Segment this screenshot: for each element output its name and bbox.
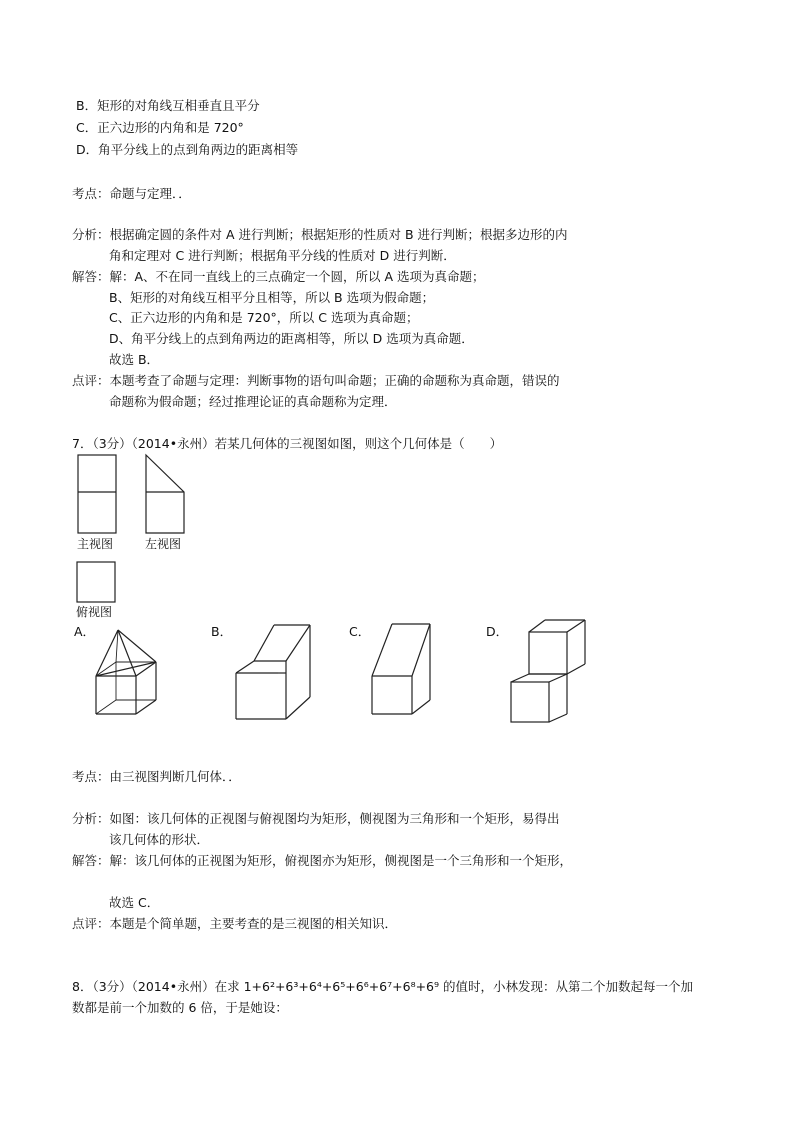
jieda-line-2: B、矩形的对角线互相平分且相等，所以 B 选项为假命题；	[109, 290, 435, 305]
q7-jieda-line-1: 解答：解：该几何体的正视图为矩形，俯视图亦为矩形，侧视图是一个三角形和一个矩形，	[72, 853, 573, 868]
option-b-solid	[226, 617, 326, 723]
jieda-line-4: D、角平分线上的点到角两边的距离相等，所以 D 选项为真命题．	[109, 331, 474, 346]
kaodian: 考点：命题与定理．．	[72, 186, 191, 201]
option-b-label: B．	[211, 624, 233, 639]
option-b: B．矩形的对角线互相垂直且平分	[76, 98, 260, 113]
q8-stem-line-2: 数都是前一个加数的 6 倍，于是她设：	[72, 1000, 288, 1015]
left-view-label: 左视图	[145, 537, 182, 551]
top-view-label: 俯视图	[76, 605, 113, 619]
q7-fenxi-line-1: 分析：如图：该几何体的正视图与俯视图均为矩形，侧视图为三角形和一个矩形，易得出	[72, 811, 560, 826]
q7-fenxi-line-2: 该几何体的形状．	[109, 832, 210, 847]
option-a-label: A．	[74, 624, 96, 639]
left-view-outline	[146, 455, 184, 533]
option-a-solid	[88, 626, 168, 722]
option-c: C．正六边形的内角和是 720°	[76, 120, 244, 135]
option-d-solid	[505, 616, 595, 726]
q7-jieda-line-2: 故选 C．	[109, 895, 160, 910]
q7-stem: 7．（3分）（2014•永州）若某几何体的三视图如图，则这个几何体是（ ）	[72, 436, 503, 451]
top-view-outline	[77, 562, 115, 602]
jieda-line-3: C、正六边形的内角和是 720°，所以 C 选项为真命题；	[109, 310, 419, 325]
front-view-outline	[78, 455, 116, 533]
option-c-label: C．	[349, 624, 371, 639]
q7-dianping: 点评：本题是个简单题，主要考查的是三视图的相关知识．	[72, 916, 398, 931]
jieda-line-5: 故选 B．	[109, 352, 160, 367]
fenxi-line-1: 分析：根据确定圆的条件对 A 进行判断；根据矩形的性质对 B 进行判断；根据多边形的内	[72, 227, 568, 242]
jieda-line-1: 解答：解：A、不在同一直线上的三点确定一个圆，所以 A 选项为真命题；	[72, 269, 485, 284]
fenxi-line-2: 角和定理对 C 进行判断；根据角平分线的性质对 D 进行判断．	[109, 248, 456, 263]
dianping-line-2: 命题称为假命题；经过推理论证的真命题称为定理．	[109, 394, 397, 409]
top-view	[74, 559, 122, 605]
q7-kaodian: 考点：由三视图判断几何体．．	[72, 769, 241, 784]
front-view-label: 主视图	[77, 537, 114, 551]
option-d: D．角平分线上的点到角两边的距离相等	[76, 142, 299, 157]
q8-stem-line-1: 8．（3分）（2014•永州）在求 1+6²+6³+6⁴+6⁵+6⁶+6⁷+6⁸+6⁹ 的值时，小林发现：从第二个加数起每一个加	[72, 979, 693, 994]
option-c-solid	[364, 618, 444, 720]
option-d-label: D．	[486, 624, 509, 639]
front-and-left-views	[74, 452, 194, 536]
dianping-line-1: 点评：本题考查了命题与定理：判断事物的语句叫命题；正确的命题称为真命题，错误的	[72, 373, 560, 388]
